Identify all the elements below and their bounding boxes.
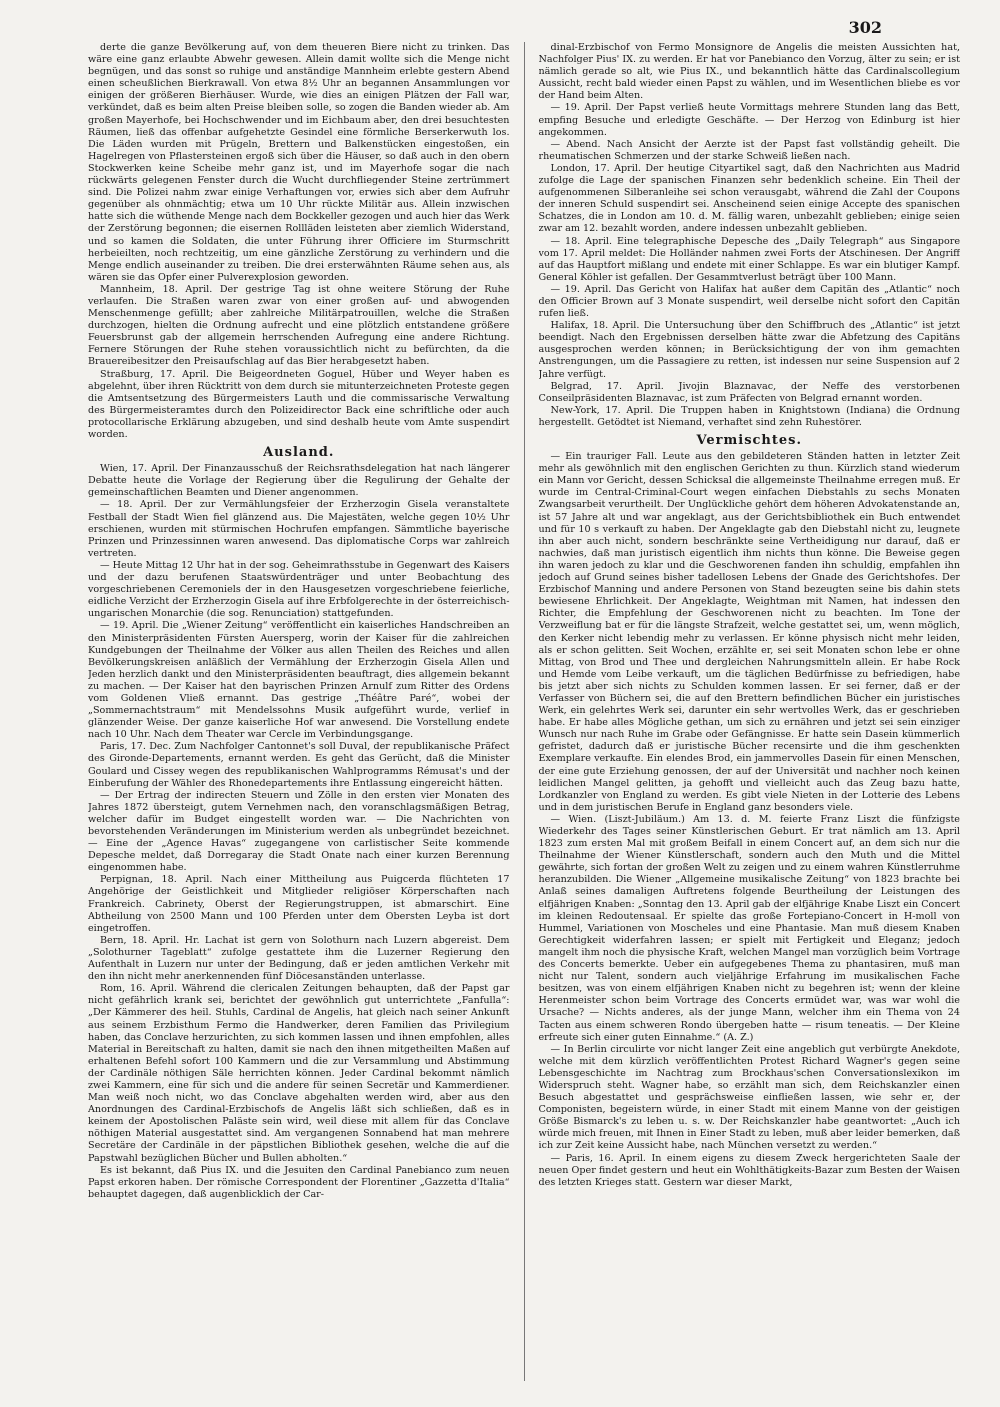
article-paragraph: — Ein trauriger Fall. Leute aus den gebildeteren Ständen hatten in letzter Zeit mehr als gewöhnlich mit den englischen Gerichten zu thun. Kürzlich stand wiederum ein Mann vor Gericht, dessen Schicksal die allgemeinste Theilnahme erregen muß. Er wurde im Central-Criminal-Court wegen einfachen Diebstahls zu sechs Monaten Zwangsarbeit verurtheilt. Der Unglückliche gehört dem höheren Advokatenstande an, ist 57 Jahre alt und war angeklagt, aus der Gerichtsbibliothek ein Buch entwendet und für 10 s verkauft zu haben. Der Angeklagte gab den Diebstahl nicht zu, leugnete ihn aber auch nicht, sondern beschränkte seine Vertheidigung nur darauf, daß er nachwies, daß man juristisch eigentlich ihm nichts thun könne. Die Beweise gegen ihn waren jedoch zu klar und die Geschworenen fanden ihn schuldig, empfahlen ihn jedoch auf Grund seines bisher tadellosen Lebens der Gnade des Gerichtshofes. Der Erzbischof Manning und andere Personen von Stand bezeugten seine bis dahin stets bewiesene Ehrlichkeit. Der Angeklagte, Weightman mit Namen, hat indessen den Richter, die Empfehlung der Geschworenen nicht zu beachten. Im Tone der Verzweiflung bat er für die längste Strafzeit, welche gestattet sei, um, wenn möglich, den Kerker nicht lebendig mehr zu verlassen. Er könne physisch nicht mehr leiden, als er schon gelitten. Seit Wochen, erzählte er, sei seit Monaten schon lebe er ohne Mittag, von Brod und Thee und dergleichen Nahrungsmitteln allein. Er habe Rock und Hemde vom Leibe verkauft, um die täglichen Bedürfnisse zu befriedigen, habe bis jetzt aber sich nichts zu Schulden kommen lassen. Er sei ferner, daß er der Verfasser von Büchern sei, die auf den Brettern befindlichen Bücher ein juristisches Werk, ein gelehrtes Werk sei, darunter ein sehr wertvolles Werk, das er geschrieben habe. Er habe alles Mögliche gethan, um sich zu ernähren und jetzt sei sein einziger Wunsch nur nach Ruhe im Grabe oder Gefängnisse. Er hatte sein Dasein kümmerlich gefristet, dadurch daß er juristische Bücher recensirte und die ihm geschenkten Exemplare verkaufte. Ein elendes Brod, ein jammervolles Dasein für einen Menschen, der eine gute Erziehung genossen, der auf der Universität und nachher noch keinen leidlichen Mangel gelitten, ja gehofft und vielleicht auch das Zeug bazu hatte, Lordkanzler von England zu werden. Es gibt viele Nieten in der Lotterie des Lebens und in dem juristischen Berufe in England ganz besonders viele. xyxy=(538,451,960,813)
article-paragraph: — Heute Mittag 12 Uhr hat in der sog. Geheimrathsstube in Gegenwart des Kaisers und der dazu berufenen Staatswürdenträger und unter Beobachtung des vorgeschriebenen Ceremoniels der in den Hausgesetzen vorgeschriebene feierliche, eidliche Verzicht der Erzherzogin Gisela auf ihre Erbfolgerechte in der österreichisch-ungarischen Monarchie (die sog. Renunciation) stattgefunden. xyxy=(88,559,510,620)
article-paragraph: — 18. April. Eine telegraphische Depesche des „Daily Telegraph“ aus Singapore vom 17. April meldet: Die Holländer nahmen zwei Forts der Atschinesen. Der Angriff auf das Hauptfort mißlang und endete mit einer Schlappe. Es war ein blutiger Kampf. General Köhler ist gefallen. Der Gesammtverlust beträgt über 100 Mann. xyxy=(538,235,960,283)
article-paragraph: Wien, 17. April. Der Finanzausschuß der Reichsrathsdelegation hat nach längerer Debatte heute die Vorlage der Regierung über die Regulirung der Gehalte der gemeinschaftlichen Beamten und Diener angenommen. xyxy=(88,463,510,499)
article-paragraph: Bern, 18. April. Hr. Lachat ist gern von Solothurn nach Luzern abgereist. Dem „Solothurner Tageblatt“ zufolge gestattete ihm die Luzerner Regierung den Aufenthalt in Luzern nur unter der Bedingung, daß er jeden amtlichen Verkehr mit den ihn nicht mehr anerkennenden fünf Diöcesanständen unterlasse. xyxy=(88,934,510,983)
article-paragraph: Es ist bekannt, daß Pius IX. und die Jesuiten den Cardinal Panebianco zum neuen Papst erkoren haben. Der römische Correspondent der Florentiner „Gazzetta d'Italia“ behauptet dagegen, daß augenblicklich der Car- xyxy=(88,1164,510,1200)
column-divider xyxy=(524,42,525,1381)
article-paragraph: New-York, 17. April. Die Truppen haben in Knightstown (Indiana) die Ordnung hergestellt. Getödtet ist Niemand, verhaftet sind zehn Ruhestörer. xyxy=(538,404,960,428)
section-heading-vermischtes: Vermischtes. xyxy=(696,433,802,448)
article-paragraph: — Paris, 16. April. In einem eigens zu diesem Zweck hergerichteten Saale der neuen Oper findet gestern und heut ein Wohlthätigkeits-Bazar zum Besten der Waisen des letzten Krieges statt. Gestern war dieser Markt, xyxy=(538,1152,960,1188)
article-paragraph: — Der Ertrag der indirecten Steuern und Zölle in den ersten vier Monaten des Jahres 1872 übersteigt, gutem Vernehmen nach, den voranschlagsmäßigen Betrag, welcher dafür im Budget eingestellt worden war. — Die Nachrichten von bevorstehenden Veränderungen im Ministerium werden als unbegründet bezeichnet. — Eine der „Agence Havas“ zugegangene von carlistischer Seite kommende Depesche meldet, daß Dorregaray die Stadt Onate nach einer kurzen Berennung eingenommen habe. xyxy=(88,789,510,874)
article-paragraph: dinal-Erzbischof von Fermo Monsignore de Angelis die meisten Aussichten hat, Nachfolger Pius' IX. zu werden. Er hat vor Panebianco den Vorzug, älter zu sein; er ist nämlich gerade so alt, wie Pius IX., und bekanntlich hätte das Cardinalscollegium Aussicht, recht bald wieder einen Papst zu wählen, und im Wesentlichen bliebe es vor der Hand beim Alten. xyxy=(538,42,960,102)
article-paragraph: — 19. April. Die „Wiener Zeitung“ veröffentlicht ein kaiserliches Handschreiben an den Ministerpräsidenten Fürsten Auersperg, worin der Kaiser für die zahlreichen Kundgebungen der Theilnahme der Völker aus allen Theilen des Reiches und allen Bevölkerungskreisen anläßlich der Vermählung der Erzherzogin Gisela Allen und Jeden herzlich dankt und den Ministerpräsidenten beauftragt, dies allgemein bekannt zu machen. — Der Kaiser hat den bayrischen Prinzen Arnulf zum Ritter des Ordens vom Goldenen Vließ ernannt. Das gestrige „Théâtre Paré“, wobei der „Sommernachtstraum“ mit Mendelssohns Musik aufgeführt wurde, verlief in glänzender Weise. Der ganze kaiserliche Hof war anwesend. Die Vorstellung endete nach 10 Uhr. Nach dem Theater war Cercle im Verbindungsgange. xyxy=(88,620,510,741)
article-paragraph: Mannheim, 18. April. Der gestrige Tag ist ohne weitere Störung der Ruhe verlaufen. Die Straßen waren zwar von einer großen auf- und abwogenden Menschenmenge gefüllt; aber zahlreiche Militärpatrouillen, welche die Straßen durchzogen, hielten die Ordnung aufrecht und eine plötzlich entstandene größere Feuersbrunst gab der allgemein herrschenden Aufregung eine andere Richtung. Fernere Störungen der Ruhe stehen voraussichtlich nicht zu befürchten, da die Brauereibesitzer den Preisaufschlag auf das Bier herabgesetzt haben. xyxy=(88,283,510,368)
article-paragraph: — 19. April. Der Papst verließ heute Vormittags mehrere Stunden lang das Bett, empfing Besuche und erledigte Geschäfte. — Der Herzog von Edinburg ist hier angekommen. xyxy=(538,102,960,138)
article-paragraph: Straßburg, 17. April. Die Beigeordneten Goguel, Hüber und Weyer haben es abgelehnt, über ihren Rücktritt von dem durch sie mitunterzeichneten Proteste gegen die Amtsentsetzung des Bürgermeisters Lauth und die commissarische Verwaltung des Bürgermeisteramtes durch den Polizeidirector Back eine schriftliche oder auch protocollarische Erklärung abzugeben, und sind deshalb heute vom Amte suspendirt worden. xyxy=(88,368,510,440)
article-paragraph: Belgrad, 17. April. Jivojin Blaznavac, der Neffe des verstorbenen Conseilpräsidenten Blaznavac, ist zum Präfecten von Belgrad ernannt worden. xyxy=(538,380,960,404)
article-paragraph: Perpignan, 18. April. Nach einer Mittheilung aus Puigcerda flüchteten 17 Angehörige der Geistlichkeit und Mitglieder religiöser Körperschaften nach Frankreich. Cabrinety, Oberst der Regierungstruppen, ist abmarschirt. Eine Abtheilung von 2500 Mann und 100 Pferden unter dem Obersten Leyba ist dort eingetroffen. xyxy=(88,874,510,934)
article-paragraph: Rom, 16. April. Während die clericalen Zeitungen behaupten, daß der Papst gar nicht gefährlich krank sei, berichtet der gewöhnlich gut unterrichtete „Fanfulla“: „Der Kämmerer des heil. Stuhls, Cardinal de Angelis, hat gleich nach seiner Ankunft aus seinem Erzbisthum Fermo die Handwerker, deren Familien das Privilegium haben, das Conclave herzurichten, zu sich kommen lassen und ihnen empfohlen, alles Material in Bereitschaft zu halten, damit sie nach den ihnen mitgetheilten Maßen auf erhaltenen Befehl sofort 100 Kammern und die zur Versammlung und Abstimmung der Cardinäle nöthigen Säle herrichten können. Jeder Cardinal bekommt nämlich zwei Kammern, eine für sich und die andere für seinen Secretär und Kammerdiener. Man weiß noch nicht, wo das Conclave abgehalten werden wird, aber aus den Anordnungen des Cardinal-Erzbischofs de Angelis läßt sich schließen, daß es in keinem der Apostolischen Paläste sein wird, weil diese mit allem für das Conclave nöthigen Material ausgestattet sind. Am vergangenen Sonnabend hat man mehrere Secretäre der Cardinäle in der päpstlichen Bibliothek gesehen, welche die auf die Papstwahl bezüglichen Bücher und Bullen abholten.“ xyxy=(88,983,510,1164)
article-paragraph: — 18. April. Der zur Vermählungsfeier der Erzherzogin Gisela veranstaltete Festball der Stadt Wien fiel glänzend aus. Die Majestäten, welche gegen 10½ Uhr erschienen, wurden mit stürmischen Hochrufen empfangen. Sämmtliche bayerische Prinzen und Prinzessinnen waren anwesend. Das diplomatische Corps war zahlreich vertreten. xyxy=(88,499,510,559)
article-paragraph: — 19. April. Das Gericht von Halifax hat außer dem Capitän des „Atlantic“ noch den Officier Brown auf 3 Monate suspendirt, weil derselbe nicht sofort den Capitän rufen ließ. xyxy=(538,283,960,320)
left-column xyxy=(88,42,510,1381)
article-paragraph: — Abend. Nach Ansicht der Aerzte ist der Papst fast vollständig geheilt. Die rheumatischen Schmerzen und der starke Schweiß ließen nach. xyxy=(538,138,960,162)
text-columns xyxy=(88,42,960,1381)
right-column xyxy=(539,42,961,1381)
article-paragraph: Paris, 17. Dec. Zum Nachfolger Cantonnet's soll Duval, der republikanische Präfect des Gironde-Departements, ernannt werden. Es geht das Gerücht, daß die Minister Goulard und Cissey wegen des republikanischen Wahlprogramms Rémusat's und der Einberufung der Wähler des Rhonedepartements ihre Entlassung eingereicht hätten. xyxy=(88,741,510,789)
article-paragraph: Halifax, 18. April. Die Untersuchung über den Schiffbruch des „Atlantic“ ist jetzt beendigt. Nach den Ergebnissen derselben hätte zwar die Abfetzung des Capitäns ausgesprochen werden können; in Berücksichtigung der von ihm gemachten Anstrengungen, um die Passagiere zu retten, ist indessen nur seine Suspension auf 2 Jahre verfügt. xyxy=(538,320,960,380)
article-paragraph: London, 17. April. Der heutige Cityartikel sagt, daß den Nachrichten aus Madrid zufolge die Lage der spanischen Finanzen sehr bedenklich scheine. Ein Theil der aufgenommenen Silberanleihe sei schon verausgabt, während die Zahl der Coupons der inneren Schuld suspendirt sei. Anscheinend seien einige Accepte des spanischen Schatzes, die in London am 10. d. M. fällig waren, unbezahlt geblieben; einige seien zwar am 12. bezahlt worden, andere indessen unbezahlt geblieben. xyxy=(538,162,960,235)
article-paragraph: — Wien. (Liszt-Jubiläum.) Am 13. d. M. feierte Franz Liszt die fünfzigste Wiederkehr des Tages seiner Künstlerischen Geburt. Er trat nämlich am 13. April 1823 zum ersten Mal mit großem Beifall in einem Concert auf, an dem sich nur die Theilnahme der Wiener Künstlerschaft, sondern auch den Muth und die Mittel gewährte, sich fortan der großen Welt zu zeigen und zu einem wahren Künstlerruhme heranzubilden. Die Wiener „Allgemeine musikalische Zeitung“ von 1823 brachte bei Anlaß seines damaligen Auftretens folgende Beurtheilung der Leistungen des elfjährigen Knaben: „Sonntag den 13. April gab der elfjährige Knabe Liszt ein Concert im kleinen Redoutensaal. Er spielte das große Fortepiano-Concert in H-moll von Hummel, Variationen von Moscheles und eine Phantasie. Man muß diesem Knaben Gerechtigkeit widerfahren lassen; er spielt mit Fertigkeit und Eleganz; jedoch mangelt ihm noch die physische Kraft, welchen Mangel man vorzüglich beim Vortrage des Concerts bemerkte. Ueber ein aufgegebenes Thema zu phantasiren, muß man nicht nur Talent, sondern auch vieljährige Erfahrung im musikalischen Fache besitzen, was von einem elfjährigen Knaben nicht zu begehren ist; wenn der kleine Herenmeister schon beim Vortrage des Concerts ermüdet war, was war wohl die Ursache? — Nichts anderes, als der junge Mann, welcher ihm ein Thema von 24 Tacten aus einem schweren Rondo übergeben hatte — risum teneatis. — Der Kleine erfreute sich einer guten Einnahme.“ (A. Z.) xyxy=(538,813,960,1043)
page-number: 302 xyxy=(848,18,882,37)
article-paragraph: — In Berlin circulirte vor nicht langer Zeit eine angeblich gut verbürgte Anekdote, welche mit dem kürzlich veröffentlichten Protest Richard Wagner's gegen seine Lebensgeschichte im Nachtrag zum Brockhaus'schen Conversationslexikon im Widerspruch steht. Wagner habe, so erzählt man sich, dem Reichskanzler einen Besuch abgestattet und gesprächsweise einfließen lassen, wie sehr er, der Componisten, begeistern würde, in einer Stadt mit einem Manne von der geistigen Größe Bismarck's zu leben u. s. w. Der Reichskanzler habe geantwortet: „Auch ich würde mich freuen, mit Ihnen in Einer Stadt zu leben, muß aber leider bemerken, daß ich zur Zeit keine Aussicht habe, nach München versetzt zu werden.“ xyxy=(538,1043,960,1152)
article-paragraph: derte die ganze Bevölkerung auf, von dem theueren Biere nicht zu trinken. Das wäre eine ganz erlaubte Abwehr gewesen. Allein damit wollte sich die Menge nicht begnügen, und das sonst so ruhige und anständige Mannheim erlebte gestern Abend einen scheußlichen Bierkrawall. Von etwa 8½ Uhr an begannen Ansammlungen vor einigen der größeren Bierhäuser. Wurde, wie dies an einigen Plätzen der Fall war, verkündet, daß es beim alten Preise bleiben solle, so zogen die Banden wieder ab. Am großen Mayerhofe, bei Hochschwender und im Eichbaum aber, den drei besuchtesten Räumen, ließ das offenbar aufgehetzte Gesindel eine förmliche Berserkerwuth los. Die Läden wurden mit Prügeln, Brettern und Balkenstücken eingestoßen, ein Hagelregen von Pflastersteinen ergoß sich über die Häuser, so daß auch in den obern Stockwerken keine Scheibe mehr ganz ist, und im Mayerhofe sogar die nach rückwärts gelegenen Fenster durch die Wucht durchfliegender Steine zertrümmert sind. Die Polizei nahm zwar einige Verhaftungen vor, erwies sich aber dem Aufruhr gegenüber als ohnmächtig; etwa um 10 Uhr rückte Militär aus. Allein inzwischen hatte sich die wüthende Menge nach dem Bockkeller gezogen und auch hier das Werk der Zerstörung begonnen; die eisernen Rollläden leisteten aber ziemlich Widerstand, und so kamen die Soldaten, die unter Führung ihrer Officiere im Sturmschritt herbeieilten, noch rechtzeitig, um eine gänzliche Zerstörung zu verhindern und die Menge endlich auseinander zu treiben. Die drei ersterwähnten Räume sehen aus, als wären sie das Opfer einer Pulverexplosion geworden. xyxy=(88,42,510,283)
section-heading-ausland: Ausland. xyxy=(263,445,335,461)
